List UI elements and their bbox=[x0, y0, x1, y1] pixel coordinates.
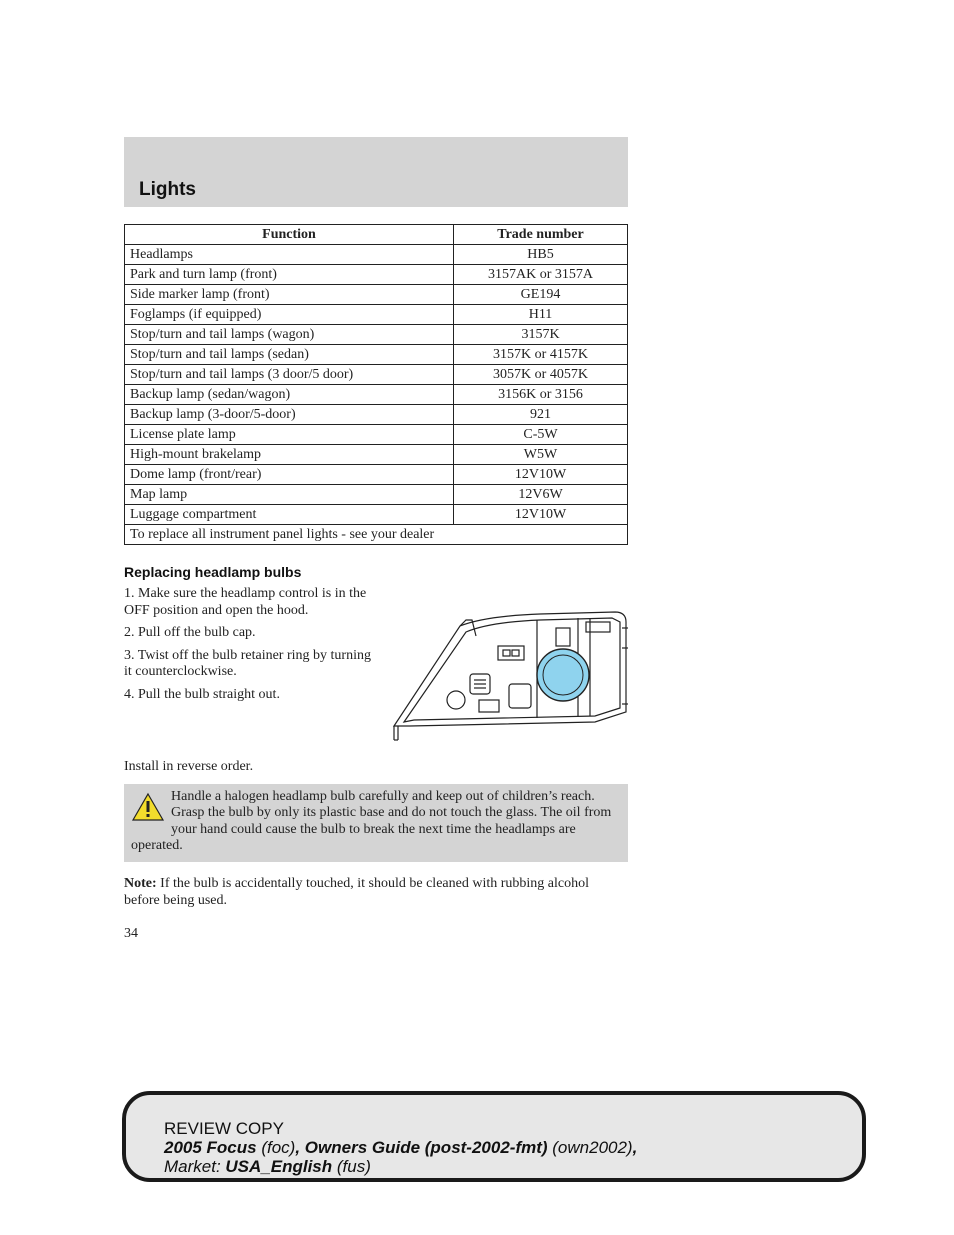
trade-number-cell: 12V10W bbox=[454, 465, 628, 485]
side-marker-socket bbox=[447, 691, 465, 709]
install-text: Install in reverse order. bbox=[124, 759, 254, 774]
table-row bbox=[125, 405, 628, 425]
footer-comma: , bbox=[632, 1138, 638, 1157]
table-row bbox=[125, 325, 628, 345]
note-label: Note: bbox=[124, 876, 157, 891]
subsection-heading: Replacing headlamp bulbs bbox=[124, 564, 302, 580]
instruction-steps bbox=[124, 586, 382, 709]
footer-market-line bbox=[164, 1157, 637, 1176]
table-row bbox=[125, 485, 628, 505]
trade-number-cell: C-5W bbox=[454, 425, 628, 445]
warning-text: Handle a halogen headlamp bulb carefully and keep out of children’s reach. Grasp the bulb by only its plastic base and do not touch the glass. The oil from your hand could cause the bulb to break the next time the headlamps are operated. bbox=[131, 789, 612, 853]
table-row bbox=[125, 345, 628, 365]
function-cell: Headlamps bbox=[125, 245, 454, 265]
housing-outline bbox=[394, 612, 626, 726]
footer-guide-line bbox=[164, 1138, 637, 1157]
function-cell: Stop/turn and tail lamps (sedan) bbox=[125, 345, 454, 365]
function-cell: Map lamp bbox=[125, 485, 454, 505]
step-3: 3. Twist off the bulb retainer ring by turning it counterclockwise. bbox=[124, 647, 371, 679]
table-row bbox=[125, 285, 628, 305]
step-4: 4. Pull the bulb straight out. bbox=[124, 686, 280, 702]
headlamp-illustration bbox=[390, 608, 630, 744]
table-row bbox=[125, 465, 628, 485]
footer-market-code: (fus) bbox=[332, 1157, 371, 1176]
column-header-trade-number: Trade number bbox=[454, 225, 628, 245]
warning-box bbox=[124, 784, 628, 862]
adjuster-clip bbox=[556, 628, 570, 646]
trade-number-cell: H11 bbox=[454, 305, 628, 325]
function-cell: Foglamps (if equipped) bbox=[125, 305, 454, 325]
connector-slot bbox=[498, 646, 524, 660]
trade-number-cell: 3157K or 4157K bbox=[454, 345, 628, 365]
step-2: 2. Pull off the bulb cap. bbox=[124, 625, 256, 640]
small-label bbox=[479, 700, 499, 712]
trade-number-cell: GE194 bbox=[454, 285, 628, 305]
function-cell: Luggage compartment bbox=[125, 505, 454, 525]
table-row bbox=[125, 425, 628, 445]
trade-number-cell: 3157K bbox=[454, 325, 628, 345]
table-header-row bbox=[125, 225, 628, 245]
headlamp-drawing bbox=[390, 608, 630, 744]
function-cell: Park and turn lamp (front) bbox=[125, 265, 454, 285]
function-cell: License plate lamp bbox=[125, 425, 454, 445]
review-copy-footer bbox=[122, 1091, 866, 1182]
table-row bbox=[125, 385, 628, 405]
table-footer-row bbox=[125, 525, 628, 545]
table-row bbox=[125, 365, 628, 385]
footer-model-code: (foc) bbox=[256, 1138, 296, 1157]
table-row bbox=[125, 305, 628, 325]
trade-number-cell: W5W bbox=[454, 445, 628, 465]
table-row bbox=[125, 245, 628, 265]
trade-number-cell: HB5 bbox=[454, 245, 628, 265]
trade-number-cell: 3157AK or 3157A bbox=[454, 265, 628, 285]
note-paragraph bbox=[124, 876, 628, 909]
trade-number-cell: 3057K or 4057K bbox=[454, 365, 628, 385]
function-cell: Backup lamp (sedan/wagon) bbox=[125, 385, 454, 405]
function-cell: Stop/turn and tail lamps (wagon) bbox=[125, 325, 454, 345]
trade-number-cell: 12V10W bbox=[454, 505, 628, 525]
square-cap bbox=[509, 684, 531, 708]
trade-number-cell: 3156K or 3156 bbox=[454, 385, 628, 405]
column-header-function: Function bbox=[125, 225, 454, 245]
footer-guide: , Owners Guide (post-2002-fmt) bbox=[295, 1138, 548, 1157]
function-cell: High-mount brakelamp bbox=[125, 445, 454, 465]
table-row bbox=[125, 445, 628, 465]
bulb-cap-inner bbox=[543, 655, 583, 695]
function-cell: Side marker lamp (front) bbox=[125, 285, 454, 305]
footer-market-label: Market: bbox=[164, 1157, 226, 1176]
footer-guide-code: (own2002) bbox=[547, 1138, 633, 1157]
note-text: If the bulb is accidentally touched, it should be cleaned with rubbing alcohol before being used. bbox=[124, 876, 589, 908]
housing-mount-tab bbox=[460, 620, 476, 636]
table-row bbox=[125, 505, 628, 525]
bulb-table bbox=[124, 224, 628, 545]
dealer-note-cell: To replace all instrument panel lights - see your dealer bbox=[125, 525, 628, 545]
step-1: 1. Make sure the headlamp control is in the OFF position and open the hood. bbox=[124, 586, 367, 618]
table-row bbox=[125, 265, 628, 285]
review-copy-label: REVIEW COPY bbox=[164, 1119, 284, 1138]
function-cell: Backup lamp (3-door/5-door) bbox=[125, 405, 454, 425]
section-header-band bbox=[124, 137, 628, 207]
footer-text bbox=[164, 1119, 637, 1176]
trade-number-cell: 12V6W bbox=[454, 485, 628, 505]
function-cell: Dome lamp (front/rear) bbox=[125, 465, 454, 485]
footer-model: 2005 Focus bbox=[164, 1138, 257, 1157]
page-number: 34 bbox=[124, 926, 138, 941]
footer-market: USA_English bbox=[225, 1157, 333, 1176]
section-title: Lights bbox=[139, 179, 196, 200]
function-cell: Stop/turn and tail lamps (3 door/5 door) bbox=[125, 365, 454, 385]
warning-triangle-icon bbox=[131, 792, 165, 822]
trade-number-cell: 921 bbox=[454, 405, 628, 425]
